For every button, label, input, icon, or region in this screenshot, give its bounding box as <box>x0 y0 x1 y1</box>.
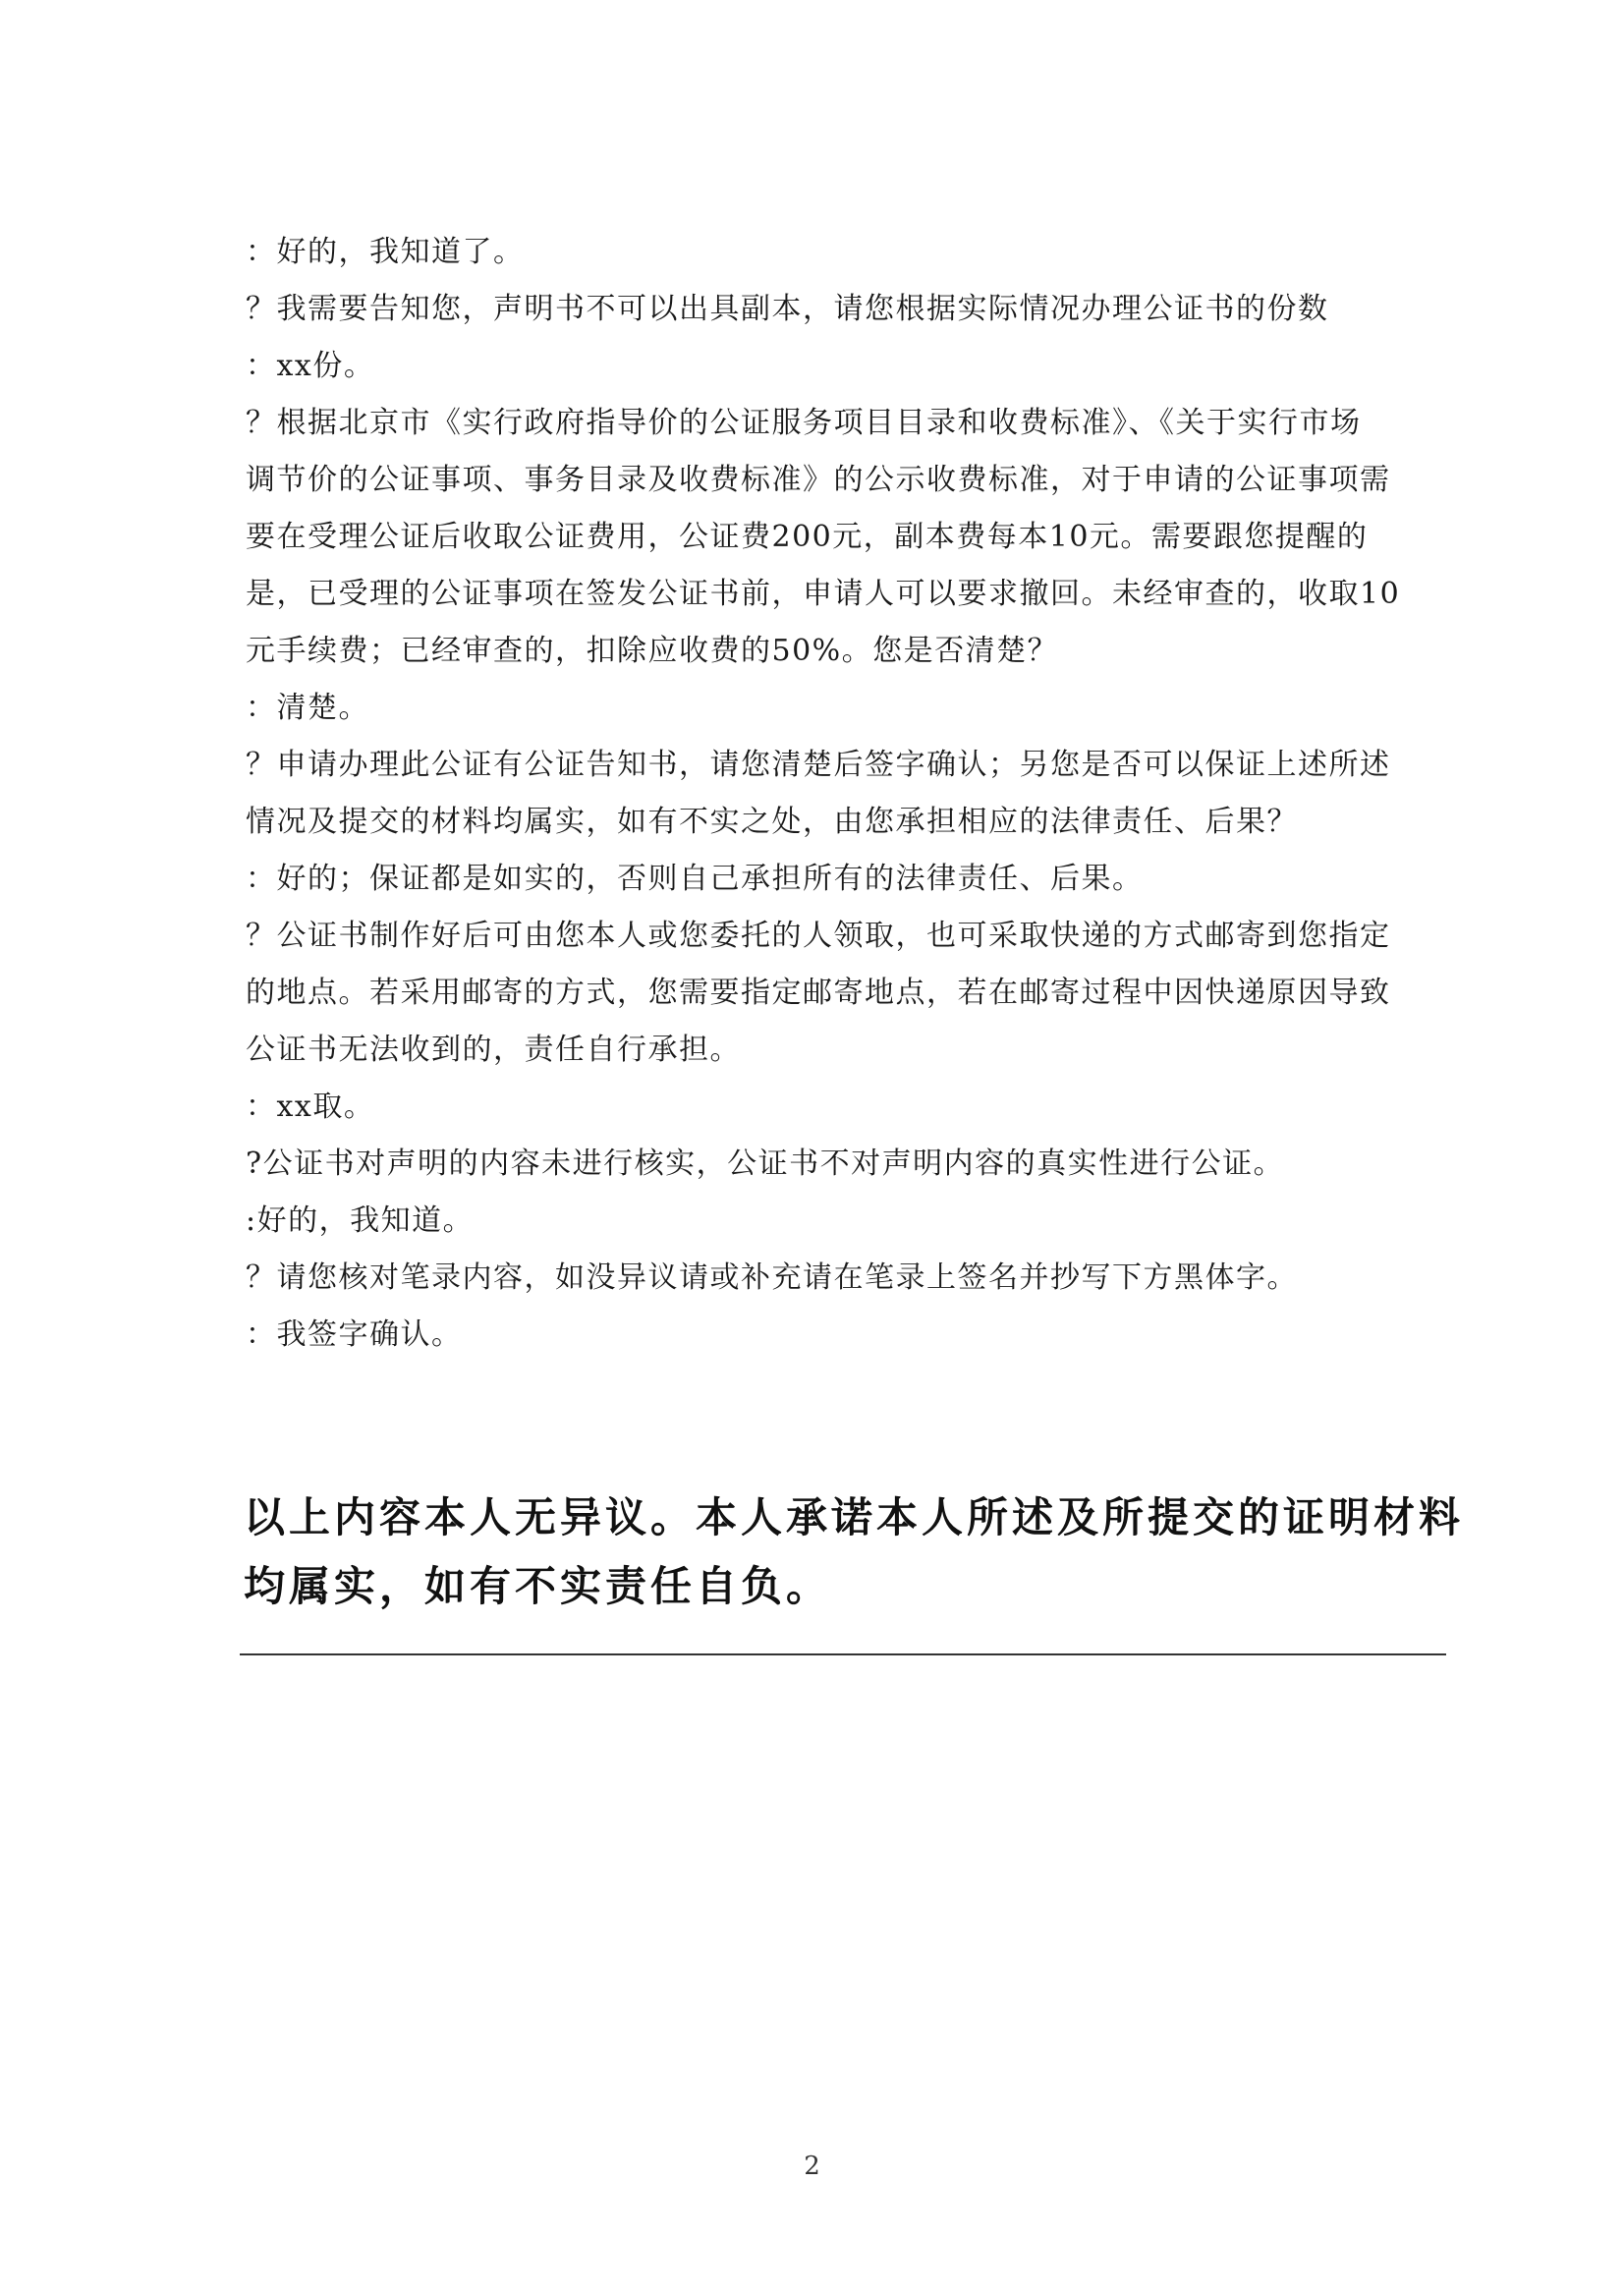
transcript-line: 公证书无法收到的，责任自行承担。 <box>246 1033 741 1067</box>
transcript-line: ：清楚。 <box>246 691 369 725</box>
transcript-line: 的地点。若采用邮寄的方式，您需要指定邮寄地点，若在邮寄过程中因快递原因导致 <box>246 976 1391 1010</box>
transcript-line: 情况及提交的材料均属实，如有不实之处，由您承担相应的法律责任、后果？ <box>246 805 1298 839</box>
page-number: 2 <box>804 2152 820 2181</box>
transcript-line: ：xx份。 <box>246 349 375 383</box>
transcript-line: ？公证书制作好后可由您本人或您委托的人领取，也可采取快递的方式邮寄到您指定 <box>246 919 1391 953</box>
transcript-line: ：好的，我知道了。 <box>246 235 525 269</box>
transcript-line: :好的，我知道。 <box>246 1203 475 1238</box>
statement-line: 均属实，如有不实责任自负。 <box>244 1562 832 1610</box>
transcript-body <box>246 224 1464 1364</box>
transcript-line: ？根据北京市《实行政府指导价的公证服务项目目录和收费标准》、《关于实行市场 <box>246 406 1362 440</box>
transcript-line: 元手续费；已经审查的，扣除应收费的50%。您是否清楚？ <box>246 634 1059 668</box>
transcript-line: 要在受理公证后收取公证费用，公证费200元，副本费每本10元。需要跟您提醒的 <box>246 520 1369 554</box>
transcript-line: 调节价的公证事项、事务目录及收费标准》的公示收费标准，对于申请的公证事项需 <box>246 463 1391 497</box>
transcript-line: ：我签字确认。 <box>246 1317 463 1352</box>
confirmation-statement <box>244 1483 1465 1621</box>
transcript-line: ?公证书对声明的内容未进行核实，公证书不对声明内容的真实性进行公证。 <box>246 1147 1285 1181</box>
transcript-line: ？请您核对笔录内容，如没异议请或补充请在笔录上签名并抄写下方黑体字。 <box>246 1260 1298 1295</box>
signature-line <box>240 1653 1446 1655</box>
statement-line: 以上内容本人无异议。本人承诺本人所述及所提交的证明材料 <box>244 1493 1465 1541</box>
transcript-line: 是，已受理的公证事项在签发公证书前，申请人可以要求撤回。未经审查的，收取10 <box>246 577 1401 611</box>
transcript-line: ？申请办理此公证有公证告知书，请您清楚后签字确认；另您是否可以保证上述所述 <box>246 748 1391 782</box>
transcript-line: ？我需要告知您，声明书不可以出具副本，请您根据实际情况办理公证书的份数 <box>246 292 1329 326</box>
transcript-line: ：好的；保证都是如实的，否则自己承担所有的法律责任、后果。 <box>246 862 1144 896</box>
transcript-line: ：xx取。 <box>246 1090 375 1124</box>
